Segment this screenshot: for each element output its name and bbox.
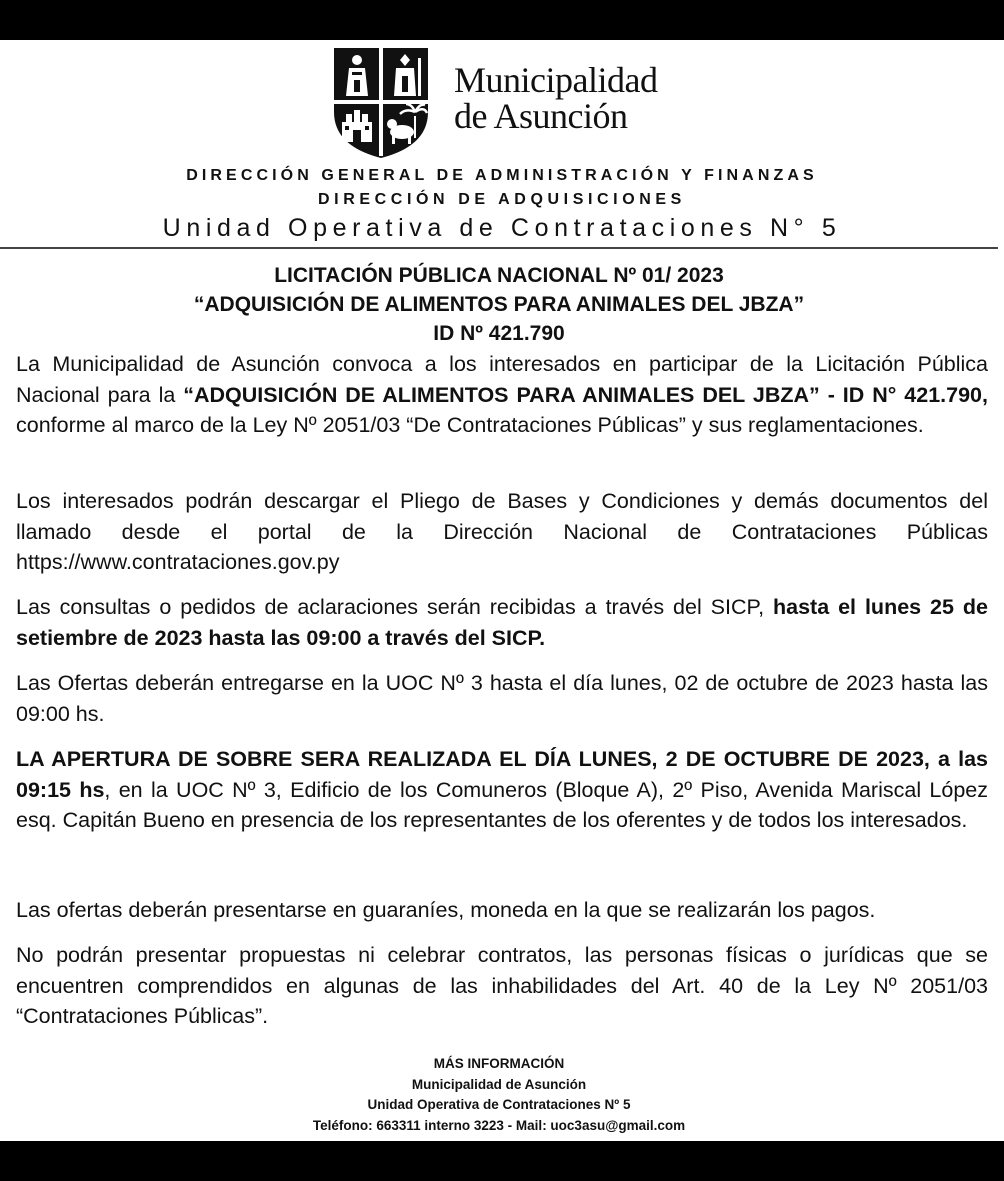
organization-name-line2: de Asunción xyxy=(454,96,628,136)
coat-of-arms-icon xyxy=(332,46,430,160)
bottom-black-bar xyxy=(0,1141,1004,1181)
paragraph-currency: Las ofertas deberán presentarse en guaraníes, moneda en la que se realizarán los pagos. xyxy=(16,898,876,922)
paragraph-text: Las consultas o pedidos de aclaraciones serán recibidas a través del SICP, xyxy=(16,595,773,619)
paragraph-convocation xyxy=(16,349,988,441)
contact-line: Teléfono: 663311 interno 3223 - Mail: uoc3asu@gmail.com xyxy=(312,1117,686,1133)
paragraph-text: La Municipalidad de Asunción convoca a los interesados en participar de la Licitación Pública Nacional para la xyxy=(16,352,988,407)
organization-name xyxy=(454,62,657,134)
paragraph-offers-delivery: Las Ofertas deberán entregarse en la UOC Nº 3 hasta el día lunes, 02 de octubre de 2023 hasta las 09:00 hs. xyxy=(16,671,988,726)
unit-heading: Unidad Operativa de Contrataciones N° 5 xyxy=(162,214,842,242)
paragraph-restrictions: No podrán presentar propuestas ni celebrar contratos, las personas físicas o jurídicas que se encuentren comprendidos en algunas de las inhabilidades del Art. 40 de la Ley Nº 2051/03 “Contrataciones Públicas”. xyxy=(16,943,988,1028)
more-info-block xyxy=(0,1054,998,1136)
paragraph-opening xyxy=(16,744,988,836)
tender-subject: “ADQUISICIÓN DE ALIMENTOS PARA ANIMALES DEL JBZA” xyxy=(193,293,805,316)
tender-title: LICITACIÓN PÚBLICA NACIONAL Nº 01/ 2023 xyxy=(274,264,724,287)
more-info-line1: Municipalidad de Asunción xyxy=(411,1076,587,1092)
subdepartment-heading: DIRECCIÓN DE ADQUISICIONES xyxy=(318,191,686,208)
tender-title-block xyxy=(0,261,998,348)
top-black-bar xyxy=(0,0,1004,40)
more-info-line2: Unidad Operativa de Contrataciones Nº 5 xyxy=(367,1097,631,1112)
paragraph-inquiries xyxy=(16,592,988,653)
organization-name-line1: Municipalidad xyxy=(454,60,658,100)
paragraph-bold-text: “ADQUISICIÓN DE ALIMENTOS PARA ANIMALES DEL JBZA” - ID N° 421.790, xyxy=(183,382,988,407)
more-info-heading: MÁS INFORMACIÓN xyxy=(433,1056,565,1071)
paragraph-bold-text: hasta el lunes 25 de setiembre de 2023 hasta las 09:00 a través del SICP. xyxy=(16,595,988,650)
paragraph-text: , en la UOC Nº 3, Edificio de los Comuneros (Bloque A), 2º Piso, Avenida Mariscal López esq. Capitán Bueno en presencia de los representantes de los oferentes y de todos los interesados. xyxy=(16,777,989,832)
paragraph-text: conforme al marco de la Ley Nº 2051/03 “De Contrataciones Públicas” y sus reglamentaciones. xyxy=(16,413,924,437)
tender-id: ID Nº 421.790 xyxy=(433,322,565,345)
department-heading: DIRECCIÓN GENERAL DE ADMINISTRACIÓN Y FINANZAS xyxy=(186,167,818,184)
header-divider xyxy=(0,247,998,249)
paragraph-bold-text: LA APERTURA DE SOBRE SERA REALIZADA EL DÍA LUNES, 2 DE OCTUBRE DE 2023, a las 09:15 hs xyxy=(16,747,988,802)
paragraph-download: Los interesados podrán descargar el Pliego de Bases y Condiciones y demás documentos del llamado desde el portal de la Dirección Nacional de Contrataciones Públicas https://www.contrataciones.gov.py xyxy=(16,489,988,574)
